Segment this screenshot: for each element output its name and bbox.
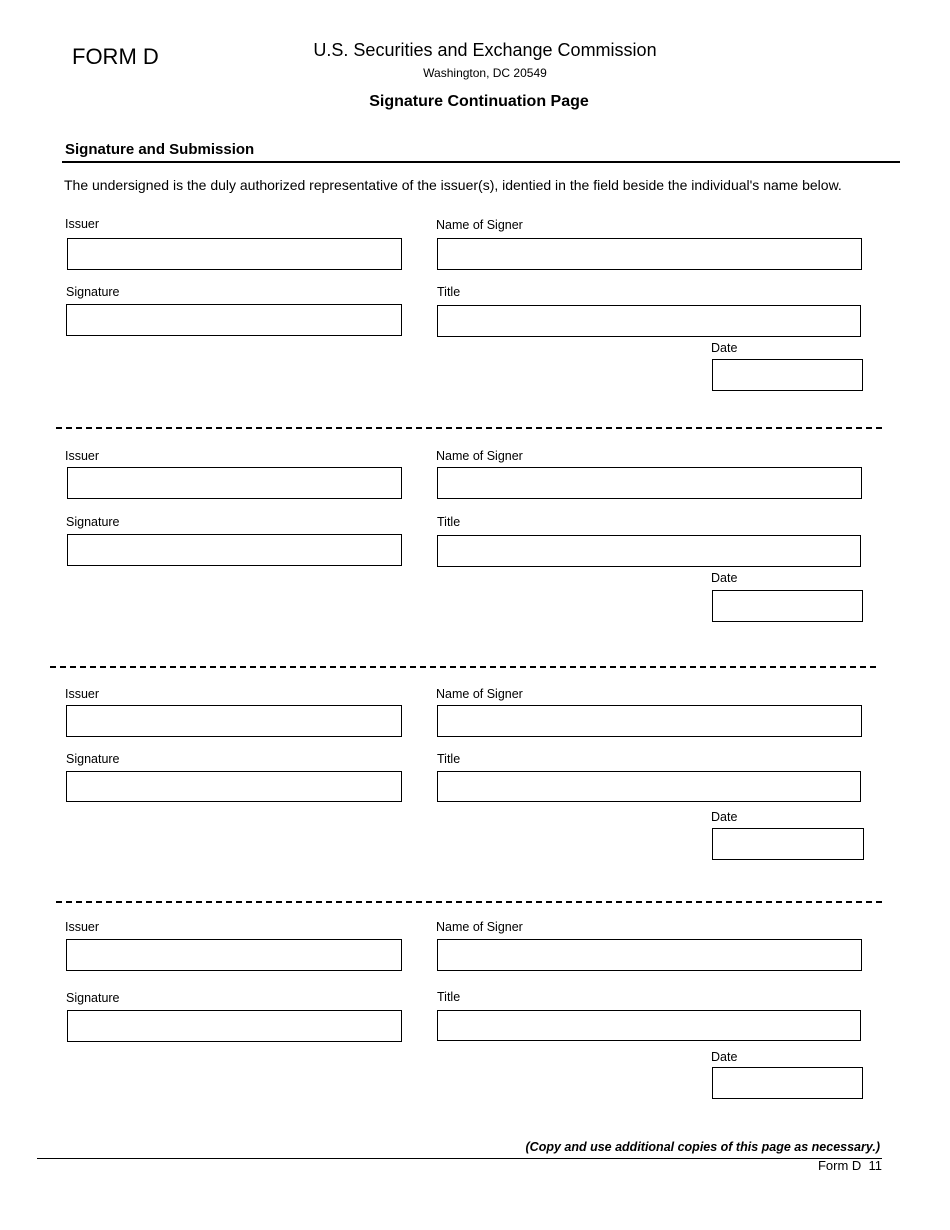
- section-rule: [62, 161, 900, 163]
- issuer-label: Issuer: [65, 687, 100, 701]
- dashed-divider: [56, 427, 882, 429]
- date-label: Date: [711, 810, 738, 824]
- signature-field-4[interactable]: [67, 1010, 402, 1042]
- signature-label: Signature: [66, 991, 120, 1005]
- title-field-4[interactable]: [437, 1010, 861, 1041]
- issuer-field-3[interactable]: [66, 705, 402, 737]
- date-label: Date: [711, 571, 738, 585]
- name-of-signer-label: Name of Signer: [436, 687, 523, 701]
- name-of-signer-label: Name of Signer: [436, 218, 523, 232]
- intro-text: The undersigned is the duly authorized representative of the issuer(s), identied in the field beside the individual's name below.: [64, 177, 842, 193]
- section-title: Signature and Submission: [65, 141, 255, 158]
- title-field-3[interactable]: [437, 771, 861, 802]
- agency-address: Washington, DC 20549: [423, 66, 547, 80]
- signature-label: Signature: [66, 285, 120, 299]
- title-field-2[interactable]: [437, 535, 861, 567]
- date-field-1[interactable]: [712, 359, 863, 391]
- agency-name: U.S. Securities and Exchange Commission: [313, 40, 657, 60]
- footer-page-number: Form D 11: [817, 1158, 882, 1173]
- name-of-signer-field-2[interactable]: [437, 467, 862, 499]
- dashed-divider: [56, 901, 882, 903]
- name-of-signer-field-4[interactable]: [437, 939, 862, 971]
- signature-field-3[interactable]: [66, 771, 402, 802]
- issuer-label: Issuer: [65, 217, 100, 231]
- name-of-signer-field-1[interactable]: [437, 238, 862, 270]
- date-field-4[interactable]: [712, 1067, 863, 1099]
- dashed-divider: [50, 666, 876, 668]
- issuer-field-1[interactable]: [67, 238, 402, 270]
- issuer-label: Issuer: [65, 449, 100, 463]
- title-field-1[interactable]: [437, 305, 861, 337]
- issuer-field-2[interactable]: [67, 467, 402, 499]
- issuer-field-4[interactable]: [66, 939, 402, 971]
- date-field-3[interactable]: [712, 828, 864, 860]
- title-label: Title: [437, 285, 461, 299]
- copy-note: (Copy and use additional copies of this page as necessary.): [525, 1140, 880, 1154]
- issuer-label: Issuer: [65, 920, 100, 934]
- date-label: Date: [711, 341, 738, 355]
- date-label: Date: [711, 1050, 738, 1064]
- title-label: Title: [437, 990, 461, 1004]
- signature-field-1[interactable]: [66, 304, 402, 336]
- page-title: Signature Continuation Page: [369, 93, 589, 110]
- form-name: FORM D: [72, 44, 159, 69]
- title-label: Title: [437, 752, 461, 766]
- name-of-signer-label: Name of Signer: [436, 920, 523, 934]
- date-field-2[interactable]: [712, 590, 863, 622]
- signature-label: Signature: [66, 515, 120, 529]
- signature-label: Signature: [66, 752, 120, 766]
- name-of-signer-field-3[interactable]: [437, 705, 862, 737]
- title-label: Title: [437, 515, 461, 529]
- signature-field-2[interactable]: [67, 534, 402, 566]
- footer-rule: [37, 1158, 882, 1159]
- name-of-signer-label: Name of Signer: [436, 449, 523, 463]
